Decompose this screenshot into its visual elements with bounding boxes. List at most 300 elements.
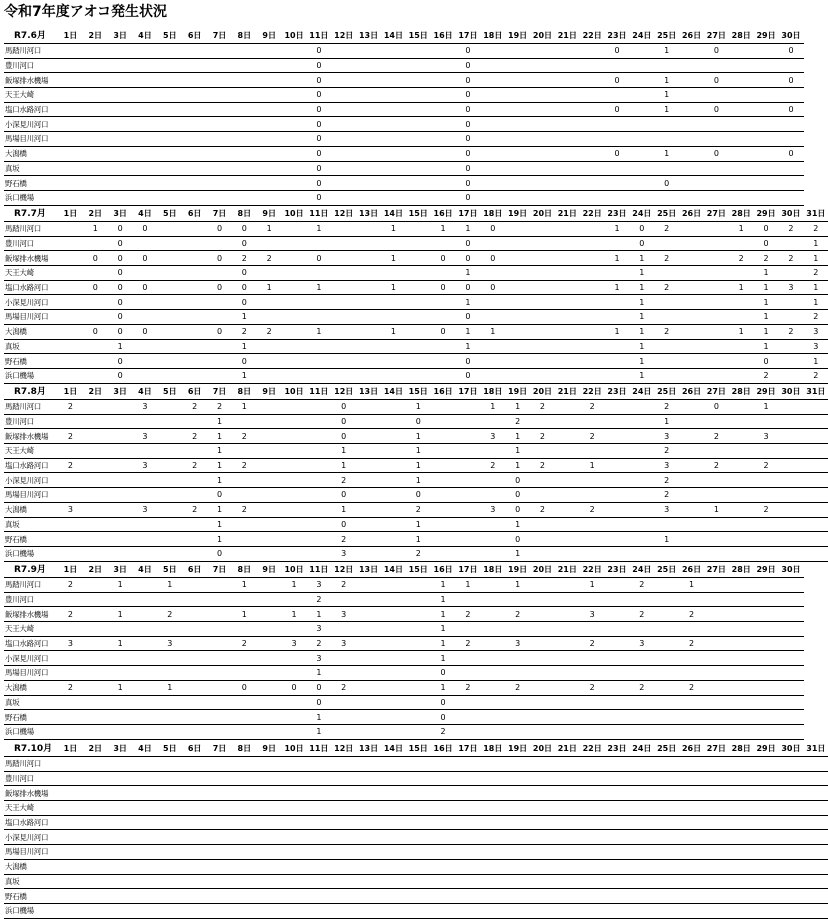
value-cell: 2: [515, 417, 521, 427]
location-name: 野石橋: [5, 178, 27, 188]
value-cell: [207, 651, 232, 666]
value-cell: [530, 636, 555, 651]
value-cell: 1: [465, 327, 471, 337]
day-header: 30日: [781, 31, 801, 40]
value-cell: [530, 801, 555, 816]
value-cell: [729, 517, 754, 532]
value-cell: [530, 266, 555, 281]
value-cell: [555, 473, 580, 488]
value-cell: [182, 889, 207, 904]
value-cell: [431, 190, 456, 205]
value-cell: [232, 786, 257, 801]
value-cell: 1: [440, 624, 446, 634]
value-cell: [282, 666, 307, 681]
value-cell: [356, 176, 381, 191]
value-cell: [605, 236, 630, 251]
value-cell: [232, 132, 257, 147]
value-cell: 0: [465, 90, 471, 100]
location-name: 塩口水路河口: [5, 818, 49, 828]
location-name: 天王大崎: [5, 803, 34, 813]
value-cell: [629, 757, 654, 772]
day-header: 25日: [657, 387, 677, 396]
value-cell: 0: [465, 61, 471, 71]
table-row: [4, 368, 828, 383]
value-cell: 1: [763, 312, 769, 322]
value-cell: [133, 636, 158, 651]
value-cell: [406, 695, 431, 710]
day-header: 17日: [458, 744, 478, 753]
value-cell: [133, 488, 158, 503]
value-cell: [207, 132, 232, 147]
value-cell: 0: [316, 134, 322, 144]
value-cell: [580, 666, 605, 681]
location-name: 浜口機場: [5, 193, 34, 203]
value-cell: [754, 473, 779, 488]
value-cell: 1: [440, 595, 446, 605]
value-cell: [157, 58, 182, 73]
value-cell: [530, 132, 555, 147]
day-header: 19日: [508, 387, 528, 396]
value-cell: [257, 146, 282, 161]
value-cell: [356, 146, 381, 161]
value-cell: 1: [390, 327, 396, 337]
value-cell: [679, 190, 704, 205]
value-cell: [157, 458, 182, 473]
value-cell: [778, 532, 803, 547]
day-header: 20日: [532, 387, 553, 396]
value-cell: [406, 636, 431, 651]
value-cell: 0: [465, 253, 471, 263]
value-cell: [133, 622, 158, 637]
day-header: 14日: [383, 387, 403, 396]
value-cell: [778, 845, 803, 860]
location-name: 小深見川河口: [5, 119, 49, 129]
value-cell: [108, 695, 133, 710]
day-header: 18日: [483, 744, 503, 753]
day-header: 2日: [88, 565, 103, 574]
value-cell: [654, 903, 679, 918]
value-cell: [182, 607, 207, 622]
day-header: 4日: [138, 387, 152, 396]
value-cell: 0: [515, 490, 521, 500]
value-cell: [83, 636, 108, 651]
value-cell: [108, 532, 133, 547]
value-cell: 2: [788, 253, 794, 263]
value-cell: [679, 473, 704, 488]
value-cell: [754, 102, 779, 117]
value-cell: [580, 266, 605, 281]
value-cell: [580, 310, 605, 325]
value-cell: [580, 88, 605, 103]
value-cell: [580, 354, 605, 369]
value-cell: [629, 161, 654, 176]
day-header: 3日: [113, 209, 127, 218]
value-cell: [83, 874, 108, 889]
value-cell: 2: [465, 683, 471, 693]
value-cell: [207, 636, 232, 651]
value-cell: [182, 859, 207, 874]
value-cell: [133, 310, 158, 325]
value-cell: [480, 414, 505, 429]
value-cell: [480, 117, 505, 132]
value-cell: [108, 666, 133, 681]
day-header: 26日: [681, 744, 702, 753]
value-cell: [232, 757, 257, 772]
value-cell: [754, 132, 779, 147]
value-cell: 0: [440, 283, 446, 293]
value-cell: [431, 815, 456, 830]
value-cell: [232, 710, 257, 725]
value-cell: [679, 146, 704, 161]
table-row: [4, 488, 828, 503]
value-cell: 1: [241, 371, 247, 381]
value-cell: [58, 295, 83, 310]
value-cell: 0: [465, 105, 471, 115]
value-cell: 1: [390, 253, 396, 263]
value-cell: [704, 295, 729, 310]
value-cell: [456, 532, 481, 547]
value-cell: 1: [390, 224, 396, 234]
value-cell: [629, 546, 654, 561]
day-header: 11日: [309, 387, 329, 396]
value-cell: [480, 310, 505, 325]
value-cell: 2: [67, 580, 73, 590]
value-cell: [207, 73, 232, 88]
value-cell: [58, 710, 83, 725]
value-cell: [83, 444, 108, 459]
value-cell: [108, 830, 133, 845]
day-header: 23日: [607, 744, 627, 753]
value-cell: [530, 222, 555, 237]
value-cell: [629, 592, 654, 607]
value-cell: [207, 339, 232, 354]
value-cell: [754, 636, 779, 651]
value-cell: [356, 757, 381, 772]
value-cell: [182, 44, 207, 59]
value-cell: [406, 324, 431, 339]
value-cell: [803, 532, 828, 547]
value-cell: [83, 73, 108, 88]
value-cell: [381, 58, 406, 73]
value-cell: [108, 488, 133, 503]
value-cell: [282, 88, 307, 103]
value-cell: 1: [639, 356, 645, 366]
day-header: 26日: [681, 31, 702, 40]
value-cell: [803, 757, 828, 772]
value-cell: 2: [713, 461, 719, 471]
value-cell: [356, 874, 381, 889]
value-cell: [381, 73, 406, 88]
value-cell: [654, 592, 679, 607]
value-cell: [754, 845, 779, 860]
location-name: 飯塚排水機場: [5, 609, 49, 619]
value-cell: [133, 680, 158, 695]
value-cell: [58, 757, 83, 772]
day-header: 18日: [483, 31, 503, 40]
value-cell: [729, 532, 754, 547]
value-cell: [480, 622, 505, 637]
value-cell: 3: [67, 505, 73, 515]
value-cell: [431, 354, 456, 369]
value-cell: [580, 801, 605, 816]
value-cell: [356, 339, 381, 354]
value-cell: 2: [266, 253, 272, 263]
value-cell: [331, 368, 356, 383]
value-cell: 3: [515, 639, 521, 649]
value-cell: [505, 757, 530, 772]
value-cell: [182, 815, 207, 830]
day-header: 12日: [334, 387, 354, 396]
value-cell: 0: [142, 327, 148, 337]
day-header: 5日: [163, 209, 177, 218]
table-row: [4, 444, 828, 459]
value-cell: 0: [465, 178, 471, 188]
value-cell: [778, 724, 803, 739]
value-cell: [182, 517, 207, 532]
value-cell: [704, 845, 729, 860]
value-cell: [679, 44, 704, 59]
value-cell: [580, 830, 605, 845]
value-cell: [108, 400, 133, 415]
day-header: 14日: [383, 565, 403, 574]
value-cell: [406, 845, 431, 860]
value-cell: [58, 176, 83, 191]
value-cell: [530, 176, 555, 191]
value-cell: [356, 280, 381, 295]
value-cell: [729, 786, 754, 801]
value-cell: [505, 236, 530, 251]
value-cell: [207, 88, 232, 103]
value-cell: [182, 636, 207, 651]
value-cell: 0: [713, 46, 719, 56]
value-cell: [406, 339, 431, 354]
value-cell: [257, 830, 282, 845]
value-cell: [704, 680, 729, 695]
value-cell: 2: [192, 461, 198, 471]
value-cell: [257, 429, 282, 444]
table-row: [4, 324, 828, 339]
value-cell: [456, 859, 481, 874]
value-cell: [133, 73, 158, 88]
value-cell: 2: [589, 431, 595, 441]
value-cell: [803, 801, 828, 816]
value-cell: [232, 889, 257, 904]
value-cell: 1: [167, 580, 173, 590]
day-header: 22日: [582, 565, 602, 574]
value-cell: [83, 578, 108, 593]
value-cell: [331, 757, 356, 772]
value-cell: [704, 710, 729, 725]
value-cell: [605, 414, 630, 429]
value-cell: 2: [465, 609, 471, 619]
value-cell: [207, 724, 232, 739]
value-cell: [157, 400, 182, 415]
value-cell: [133, 236, 158, 251]
value-cell: 0: [763, 356, 769, 366]
value-cell: [729, 473, 754, 488]
value-cell: [133, 724, 158, 739]
value-cell: [704, 161, 729, 176]
value-cell: 3: [490, 505, 496, 515]
value-cell: [406, 666, 431, 681]
value-cell: [406, 236, 431, 251]
value-cell: [406, 874, 431, 889]
value-cell: [133, 44, 158, 59]
value-cell: [406, 161, 431, 176]
value-cell: [207, 102, 232, 117]
day-header: 2日: [88, 387, 103, 396]
value-cell: [83, 58, 108, 73]
value-cell: [580, 874, 605, 889]
value-cell: 2: [440, 727, 446, 737]
value-cell: [729, 354, 754, 369]
value-cell: [555, 502, 580, 517]
value-cell: [580, 444, 605, 459]
day-header: 29日: [756, 744, 776, 753]
value-cell: [729, 724, 754, 739]
value-cell: [157, 473, 182, 488]
day-header: 13日: [358, 387, 379, 396]
value-cell: [803, 458, 828, 473]
value-cell: [480, 517, 505, 532]
value-cell: [729, 339, 754, 354]
value-cell: 1: [216, 461, 223, 471]
value-cell: [629, 710, 654, 725]
value-cell: [207, 190, 232, 205]
value-cell: [654, 132, 679, 147]
value-cell: [257, 532, 282, 547]
value-cell: [530, 830, 555, 845]
value-cell: 0: [465, 371, 471, 381]
value-cell: 3: [639, 639, 645, 649]
value-cell: [629, 117, 654, 132]
value-cell: 0: [465, 283, 471, 293]
value-cell: [605, 695, 630, 710]
day-header: 10日: [284, 31, 304, 40]
value-cell: [356, 710, 381, 725]
value-cell: [133, 354, 158, 369]
value-cell: [629, 458, 654, 473]
value-cell: [257, 815, 282, 830]
value-cell: [555, 771, 580, 786]
value-cell: [729, 73, 754, 88]
value-cell: 3: [664, 461, 670, 471]
value-cell: 2: [241, 327, 247, 337]
value-cell: 0: [316, 105, 322, 115]
value-cell: [704, 546, 729, 561]
table-row: [4, 636, 804, 651]
value-cell: [108, 58, 133, 73]
value-cell: [605, 903, 630, 918]
value-cell: [605, 58, 630, 73]
value-cell: [257, 400, 282, 415]
value-cell: 0: [440, 668, 446, 678]
value-cell: [480, 44, 505, 59]
value-cell: [456, 592, 481, 607]
value-cell: [480, 88, 505, 103]
day-header: 8日: [237, 31, 252, 40]
value-cell: [133, 815, 158, 830]
day-header: 18日: [483, 565, 503, 574]
value-cell: [182, 368, 207, 383]
value-cell: [704, 280, 729, 295]
value-cell: [679, 88, 704, 103]
location-name: 馬場目川河口: [5, 312, 49, 322]
value-cell: [356, 414, 381, 429]
day-header: 29日: [756, 565, 776, 574]
value-cell: [108, 546, 133, 561]
value-cell: 1: [117, 609, 123, 619]
value-cell: [133, 266, 158, 281]
day-header: 2日: [88, 744, 103, 753]
value-cell: [480, 801, 505, 816]
value-cell: 1: [738, 283, 744, 293]
value-cell: [480, 578, 505, 593]
value-cell: [654, 710, 679, 725]
value-cell: 0: [316, 683, 322, 693]
value-cell: [356, 161, 381, 176]
value-cell: 2: [415, 505, 421, 515]
value-cell: [679, 324, 704, 339]
value-cell: [754, 680, 779, 695]
value-cell: [182, 414, 207, 429]
value-cell: [356, 771, 381, 786]
value-cell: 1: [440, 580, 446, 590]
value-cell: [133, 88, 158, 103]
value-cell: [58, 724, 83, 739]
value-cell: [555, 339, 580, 354]
value-cell: 2: [341, 683, 347, 693]
value-cell: [207, 622, 232, 637]
value-cell: [182, 680, 207, 695]
value-cell: [182, 73, 207, 88]
value-cell: [108, 710, 133, 725]
table-row: [4, 132, 804, 147]
value-cell: [58, 845, 83, 860]
location-name: 野石橋: [5, 891, 27, 901]
value-cell: [157, 859, 182, 874]
value-cell: 1: [688, 580, 695, 590]
value-cell: [704, 757, 729, 772]
day-header: 9日: [262, 31, 276, 40]
value-cell: [480, 295, 505, 310]
value-cell: 2: [813, 268, 819, 278]
value-cell: [803, 400, 828, 415]
value-cell: [381, 176, 406, 191]
value-cell: [282, 757, 307, 772]
value-cell: [406, 251, 431, 266]
value-cell: [83, 903, 108, 918]
value-cell: [331, 146, 356, 161]
value-cell: [282, 622, 307, 637]
day-header: 11日: [309, 209, 329, 218]
value-cell: [530, 845, 555, 860]
value-cell: 2: [515, 683, 521, 693]
value-cell: 2: [763, 505, 769, 515]
value-cell: [605, 354, 630, 369]
value-cell: [480, 132, 505, 147]
day-header: 6日: [187, 31, 202, 40]
day-header: 18日: [483, 209, 503, 218]
value-cell: [605, 815, 630, 830]
value-cell: [555, 845, 580, 860]
value-cell: [331, 44, 356, 59]
value-cell: [331, 666, 356, 681]
value-cell: [133, 368, 158, 383]
value-cell: 1: [664, 46, 670, 56]
value-cell: 0: [316, 61, 322, 71]
value-cell: [605, 429, 630, 444]
